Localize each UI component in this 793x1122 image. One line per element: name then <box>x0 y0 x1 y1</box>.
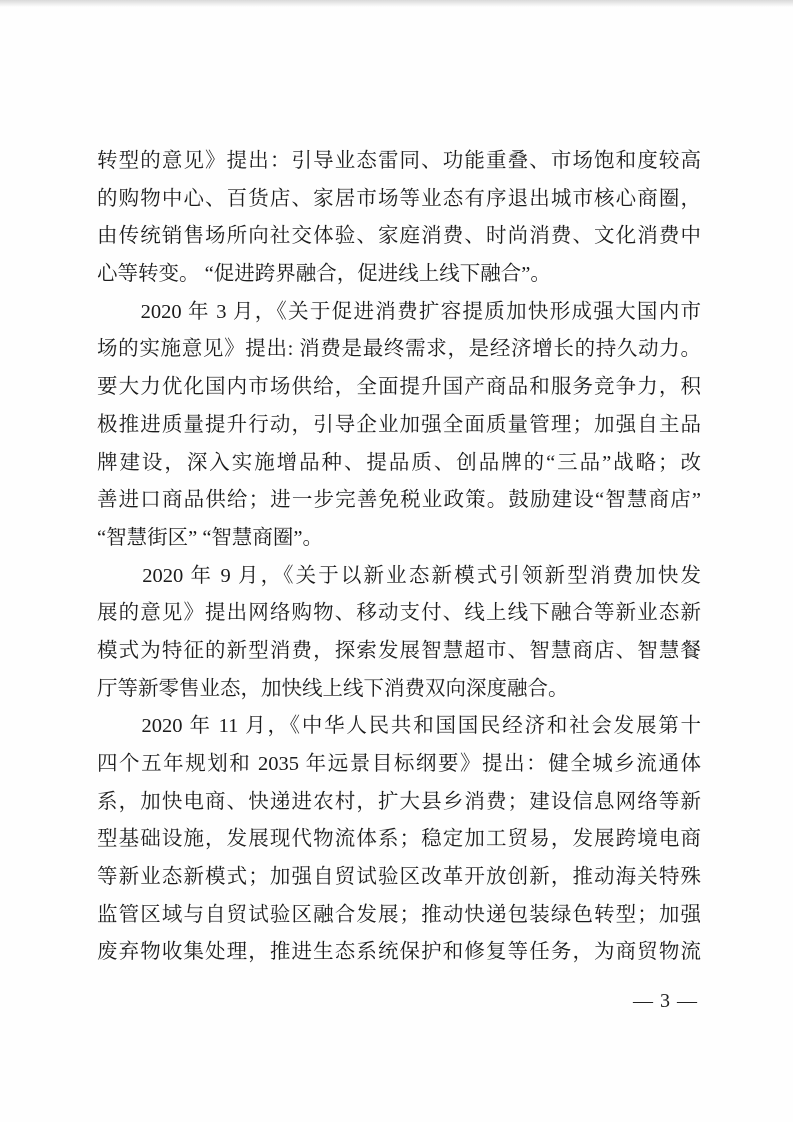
paragraph <box>97 143 701 294</box>
document-body <box>97 143 701 972</box>
page-number: — 3 — <box>633 990 698 1012</box>
text-line: “智慧街区” “智慧商圈”。 <box>97 526 324 549</box>
text-line: 型基础设施，发展现代物流体系；稳定加工贸易，发展跨境电商 <box>97 828 701 851</box>
paragraph <box>97 558 701 709</box>
text-line: 系，加快电商、快递进农村，扩大县乡消费；建设信息网络等新 <box>97 790 701 813</box>
text-line: 废弃物收集处理，推进生态系统保护和修复等任务，为商贸物流 <box>97 941 701 964</box>
text-line: 等新业态新模式；加强自贸试验区改革开放创新，推动海关特殊 <box>97 866 701 889</box>
paragraph <box>97 708 701 972</box>
text-line: 模式为特征的新型消费，探索发展智慧超市、智慧商店、智慧餐 <box>97 639 701 662</box>
text-line: 善进口商品供给；进一步完善免税业政策。鼓励建设“智慧商店” <box>97 489 701 512</box>
text-line: 的购物中心、百货店、家居市场等业态有序退出城市核心商圈， <box>97 187 701 210</box>
text-line: 展的意见》提出网络购物、移动支付、线上线下融合等新业态新 <box>97 602 701 625</box>
text-line: 厅等新零售业态，加快线上线下消费双向深度融合。 <box>97 677 569 700</box>
text-line: 要大力优化国内市场供给，全面提升国产商品和服务竞争力，积 <box>97 376 701 399</box>
text-line: 2020 年 3 月，《关于促进消费扩容提质加快形成强大国内市 <box>97 300 701 323</box>
paragraph <box>97 294 701 558</box>
text-line: 四个五年规划和 2035 年远景目标纲要》提出：健全城乡流通体 <box>97 753 701 775</box>
text-line: 监管区域与自贸试验区融合发展；推动快递包装绿色转型；加强 <box>97 903 701 926</box>
text-line: 2020 年 11 月，《中华人民共和国国民经济和社会发展第十 <box>97 715 701 738</box>
text-line: 心等转变。 “促进跨界融合，促进线上线下融合”。 <box>97 263 551 286</box>
text-line: 极推进质量提升行动，引导企业加强全面质量管理；加强自主品 <box>97 413 701 436</box>
scan-artifact-top <box>0 0 793 7</box>
text-line: 牌建设，深入实施增品种、提品质、创品牌的“三品”战略；改 <box>97 451 701 474</box>
text-line: 由传统销售场所向社交体验、家庭消费、时尚消费、文化消费中 <box>97 225 701 248</box>
text-line: 场的实施意见》提出: 消费是最终需求，是经济增长的持久动力。 <box>97 338 701 361</box>
text-line: 转型的意见》提出：引导业态雷同、功能重叠、市场饱和度较高 <box>97 150 701 172</box>
text-line: 2020 年 9 月，《关于以新业态新模式引领新型消费加快发 <box>97 564 701 587</box>
